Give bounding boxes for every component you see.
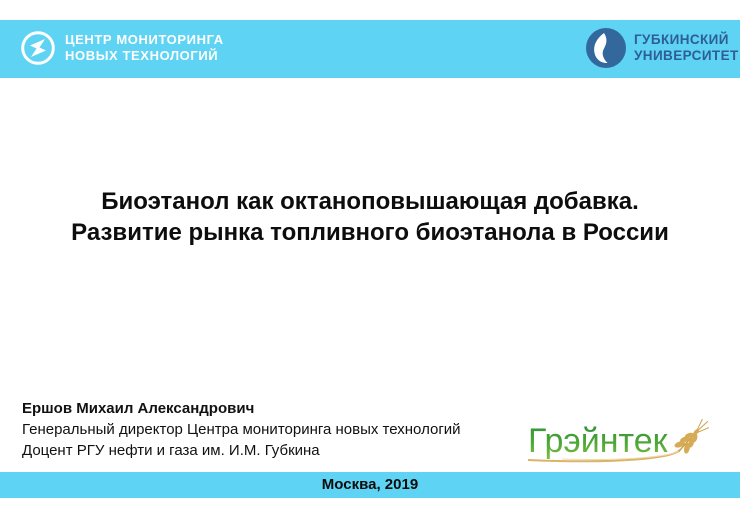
gubkin-logo-line1: ГУБКИНСКИЙ: [634, 32, 729, 47]
title-line2: Развитие рынка топливного биоэтанола в России: [71, 219, 669, 246]
slide-title: [0, 186, 740, 248]
presenter-name: Ершов Михаил Александрович: [22, 400, 255, 417]
gubkin-logo: [585, 27, 739, 69]
gubkin-logo-line2: УНИВЕРСИТЕТ: [634, 48, 739, 63]
cmnt-emblem-icon: [20, 30, 56, 66]
grainteck-logo: [520, 406, 720, 468]
presenter-block: [22, 398, 461, 461]
gubkin-logo-text: [634, 32, 739, 64]
title-line1: Биоэтанол как октаноповышающая добавка.: [101, 188, 639, 215]
footer-band: [0, 472, 740, 498]
cmnt-logo-line2: НОВЫХ ТЕХНОЛОГИЙ: [65, 48, 219, 63]
presenter-role-2: Доцент РГУ нефти и газа им. И.М. Губкина: [22, 442, 320, 459]
cmnt-logo: [20, 30, 224, 66]
cmnt-logo-line1: ЦЕНТР МОНИТОРИНГА: [65, 32, 224, 47]
header-band: [0, 20, 740, 78]
cmnt-logo-text: [65, 32, 224, 64]
footer-location-year: Москва, 2019: [321, 476, 419, 493]
gubkin-emblem-icon: [585, 27, 627, 69]
presenter-role-1: Генеральный директор Центра мониторинга новых технологий: [22, 421, 461, 438]
grainteck-wordmark: Грэйнтек: [528, 422, 668, 460]
